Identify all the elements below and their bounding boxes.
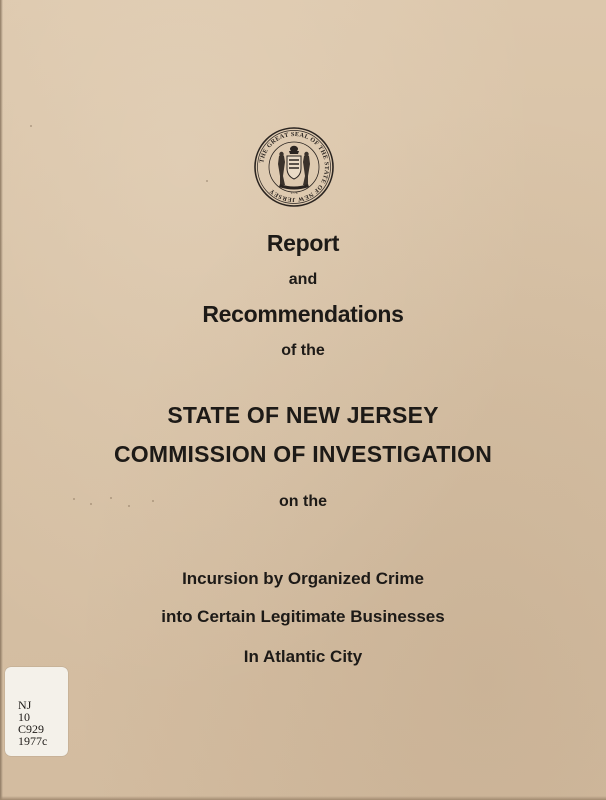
seal-ring-text: THE GREAT SEAL OF THE STATE OF NEW JERSEY bbox=[258, 130, 331, 204]
cover-bottom-edge bbox=[0, 796, 606, 800]
call-number-line: 1977c bbox=[18, 734, 48, 748]
paper-speck bbox=[30, 125, 32, 127]
call-number-line: NJ bbox=[18, 698, 32, 712]
cover-subject-line-1: Incursion by Organized Crime bbox=[182, 569, 424, 588]
paper-speck bbox=[90, 503, 92, 505]
call-number-line: C929 bbox=[18, 722, 45, 736]
cover-agency-state: STATE OF NEW JERSEY bbox=[167, 402, 439, 428]
call-number-line: 10 bbox=[18, 710, 30, 724]
paper-speck bbox=[128, 505, 130, 507]
paper-speck bbox=[110, 497, 112, 499]
cover-left-edge bbox=[0, 0, 3, 800]
paper-speck bbox=[206, 180, 208, 182]
cover-subject-line-3: In Atlantic City bbox=[243, 647, 363, 666]
paper-speck bbox=[152, 500, 154, 502]
cover-on-the: on the bbox=[279, 493, 327, 510]
seal-year-mark: 1776 bbox=[290, 191, 298, 195]
paper-speck bbox=[73, 498, 75, 500]
cover-conjunction-and: and bbox=[288, 271, 318, 288]
cover-subject-line-2: into Certain Legitimate Businesses bbox=[161, 607, 445, 626]
cover-title-recommendations: Recommendations bbox=[202, 301, 404, 327]
cover-agency-commission: COMMISSION OF INVESTIGATION bbox=[113, 441, 493, 467]
cover-of-the: of the bbox=[281, 342, 325, 359]
cover-title-report: Report bbox=[266, 230, 340, 256]
state-seal-icon bbox=[253, 126, 335, 208]
